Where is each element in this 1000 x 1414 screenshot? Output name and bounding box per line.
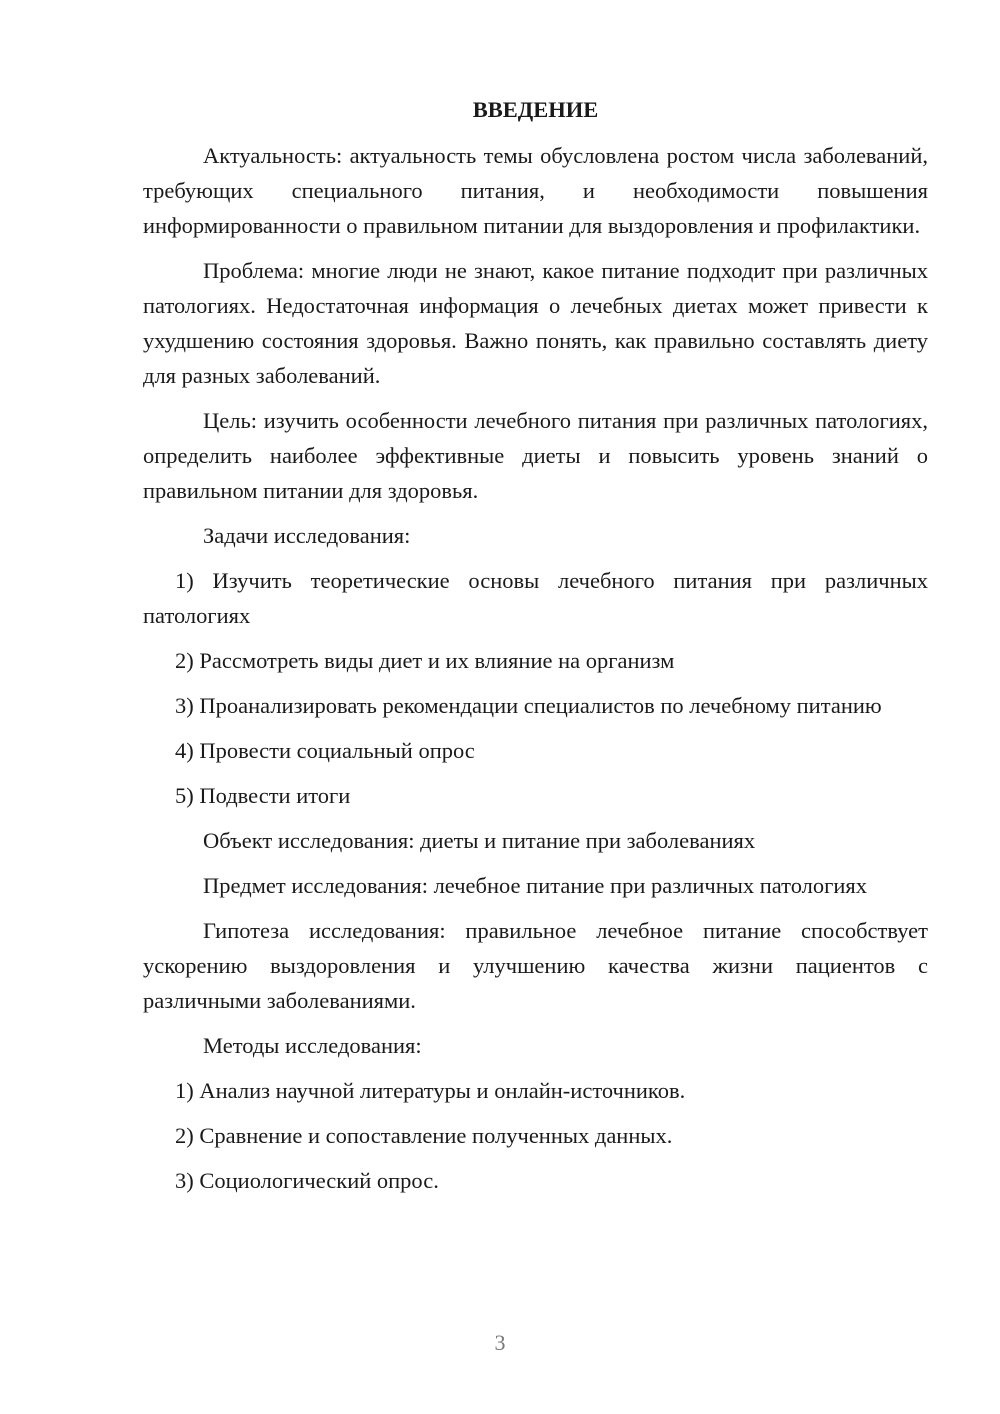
task-item-4: 4) Провести социальный опрос xyxy=(175,738,475,763)
relevance-paragraph: Актуальность: актуальность темы обусловлена ростом числа заболеваний, требующих специального питания, и необходимости повышения информированности о правильном питании для выздоровления и профилактики. xyxy=(143,143,928,238)
task-item-5: 5) Подвести итоги xyxy=(175,783,351,808)
task-item-2: 2) Рассмотреть виды диет и их влияние на организм xyxy=(175,648,675,673)
page-content xyxy=(143,92,928,1208)
task-item-3: 3) Проанализировать рекомендации специалистов по лечебному питанию xyxy=(175,693,882,718)
method-item-3: 3) Социологический опрос. xyxy=(175,1168,439,1193)
problem-paragraph: Проблема: многие люди не знают, какое питание подходит при различных патологиях. Недостаточная информация о лечебных диетах может привести к ухудшению состояния здоровья. Важно понять, как правильно составлять диету для разных заболеваний. xyxy=(143,258,928,388)
section-title: ВВЕДЕНИЕ xyxy=(472,97,599,122)
goal-paragraph: Цель: изучить особенности лечебного питания при различных патологиях, определить наиболее эффективные диеты и повысить уровень знаний о правильном питании для здоровья. xyxy=(143,408,928,503)
methods-heading: Методы исследования: xyxy=(203,1033,422,1058)
subject-paragraph: Предмет исследования: лечебное питание при различных патологиях xyxy=(203,873,868,898)
method-item-1: 1) Анализ научной литературы и онлайн-источников. xyxy=(175,1078,686,1103)
task-item-1: 1) Изучить теоретические основы лечебного питания при различных патологиях xyxy=(143,568,928,628)
object-paragraph: Объект исследования: диеты и питание при заболеваниях xyxy=(203,828,756,853)
hypothesis-paragraph: Гипотеза исследования: правильное лечебное питание способствует ускорению выздоровления и улучшению качества жизни пациентов с различными заболеваниями. xyxy=(143,918,928,1013)
method-item-2: 2) Сравнение и сопоставление полученных данных. xyxy=(175,1123,673,1148)
tasks-heading: Задачи исследования: xyxy=(203,523,411,548)
page-number: 3 xyxy=(494,1330,506,1355)
